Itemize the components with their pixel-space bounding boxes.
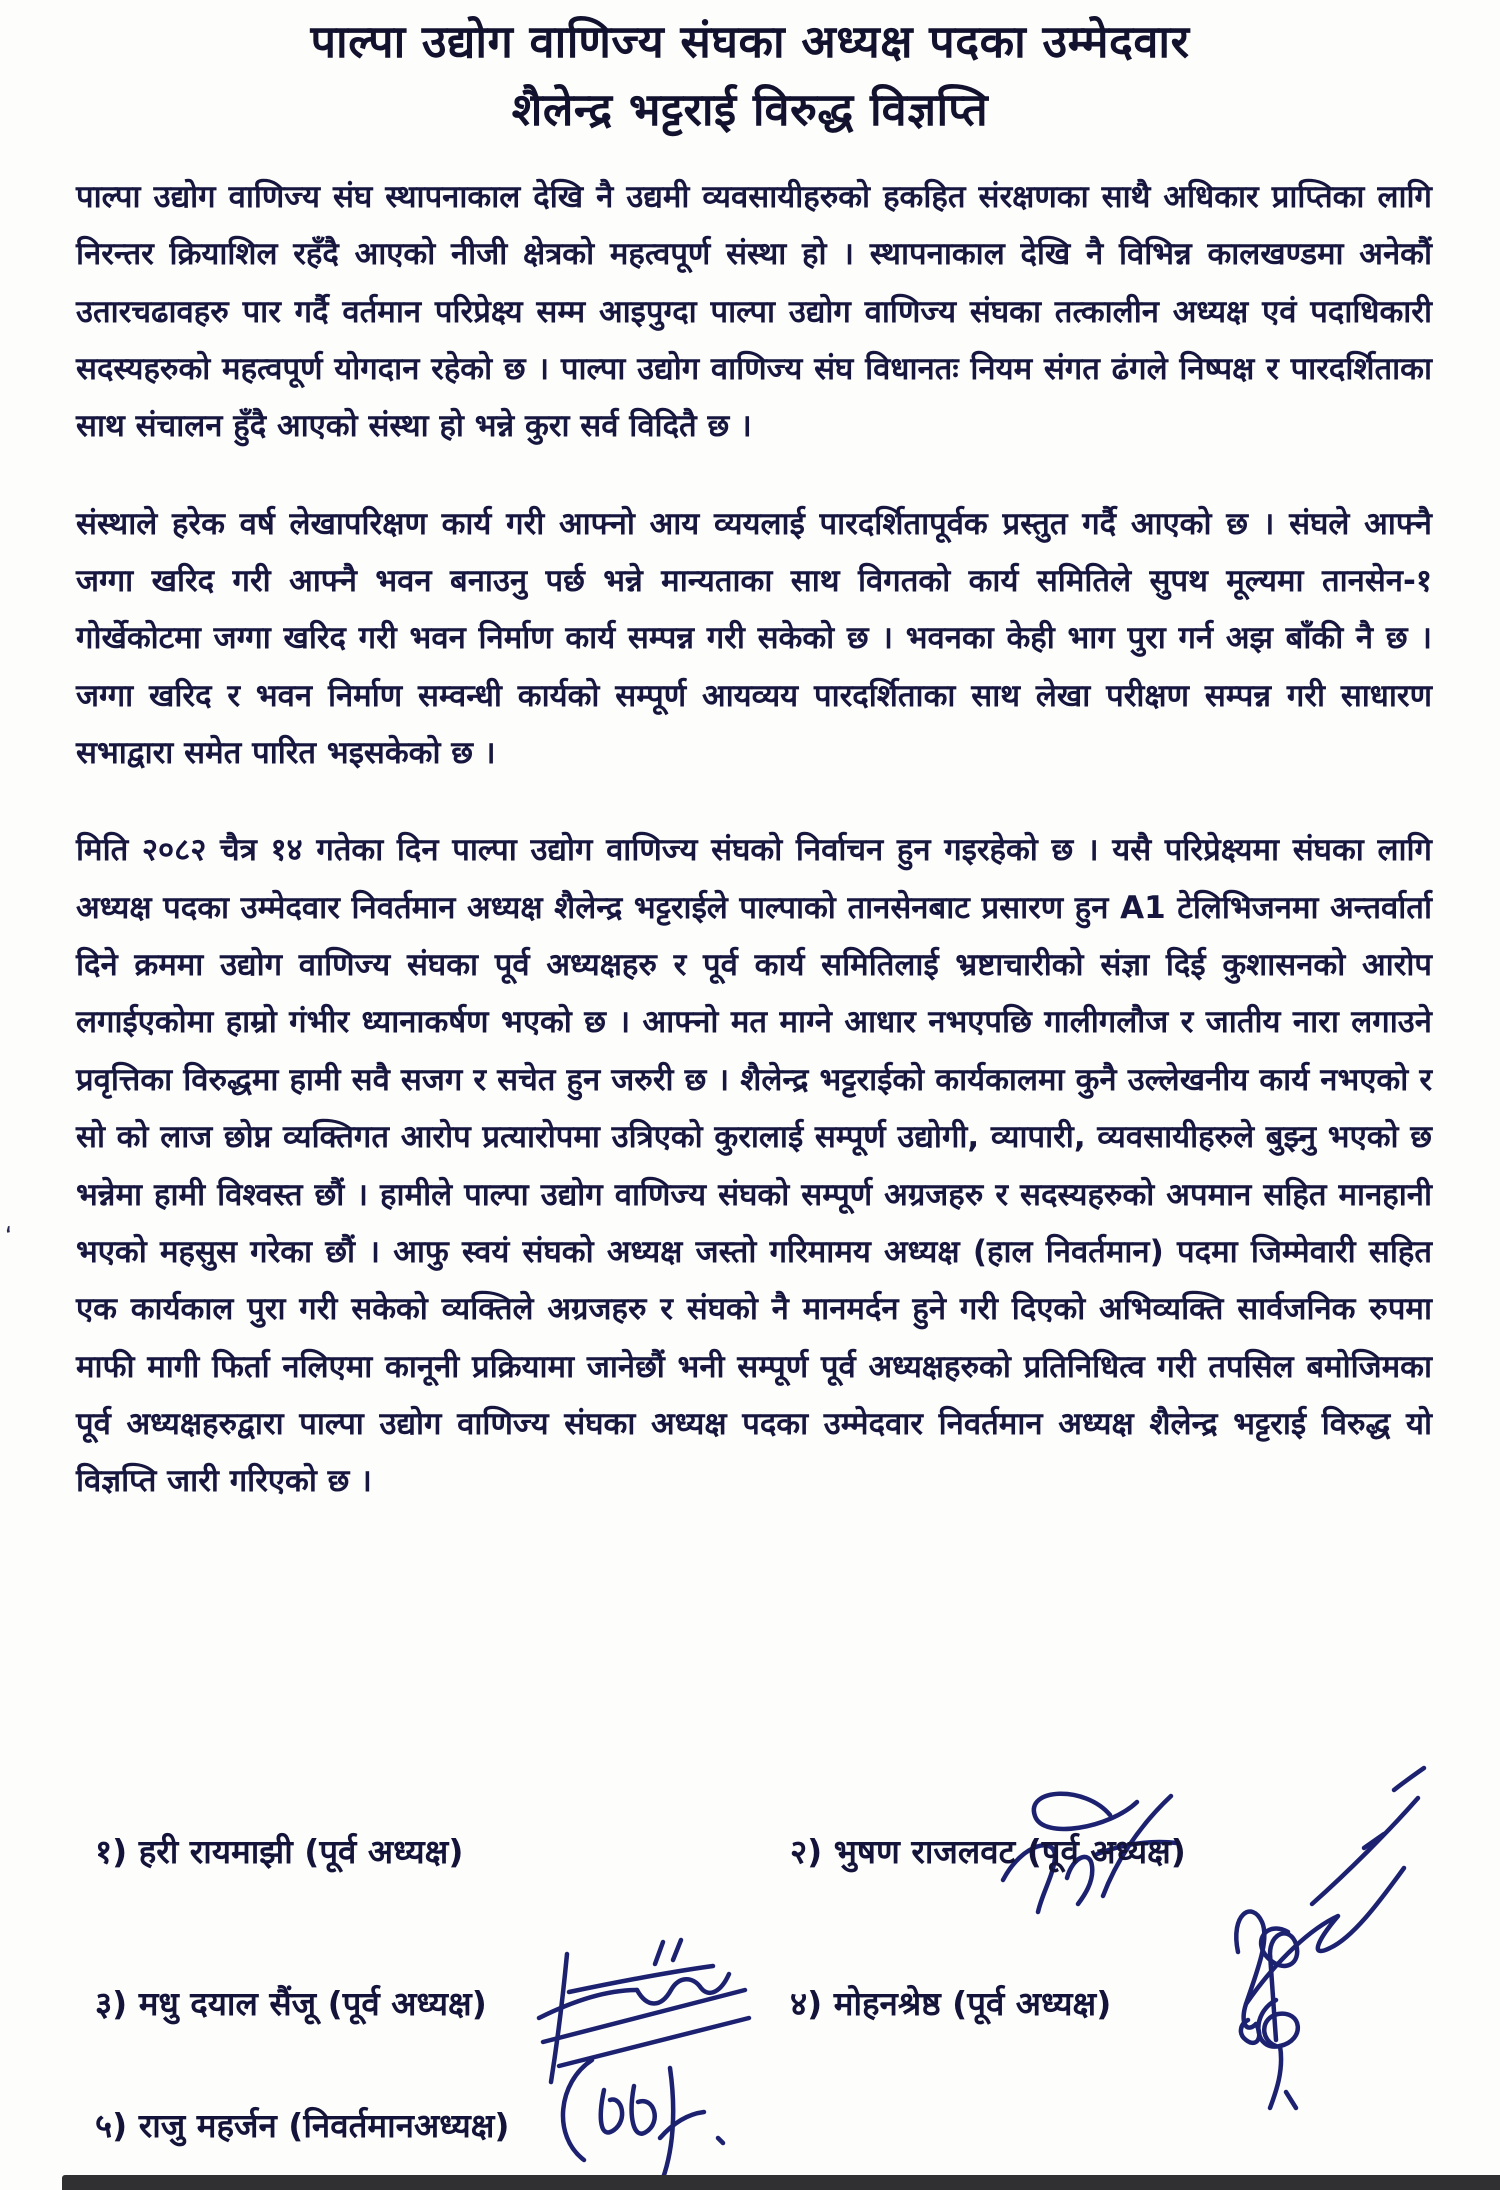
signatory-2-label: २) भुषण राजलवट (पूर्व अध्यक्ष) [790, 1832, 1186, 1871]
document-body [0, 143, 1500, 1511]
signature-4-mark [1222, 1916, 1357, 2126]
document-title [0, 0, 1500, 143]
stray-scan-mark: ‘ [2, 1221, 18, 1253]
title-line-1: पाल्पा उद्योग वाणिज्य संघका अध्यक्ष पदका उम्मेदवार [310, 15, 1190, 68]
signature-5-mark [528, 2042, 753, 2190]
paragraph-1: पाल्पा उद्योग वाणिज्य संघ स्थापनाकाल देखि नै उद्यमी व्यवसायीहरुको हकहित संरक्षणका साथै अधिकार प्राप्तिका लागि निरन्तर क्रियाशिल रहँदै आएको नीजी क्षेत्रको महत्वपूर्ण संस्था हो । स्थापनाकाल देखि नै विभिन्न कालखण्डमा अनेकौं उतारचढावहरु पार गर्दै वर्तमान परिप्रेक्ष्य सम्म आइपुग्दा पाल्पा उद्योग वाणिज्य संघका तत्कालीन अध्यक्ष एवं पदाधिकारी सदस्यहरुको महत्वपूर्ण योगदान रहेको छ । पाल्पा उद्योग वाणिज्य संघ विधानतः नियम संगत ढंगले निष्पक्ष र पारदर्शिताका साथ संचालन हुँदै आएको संस्था हो भन्ने कुरा सर्व विदितै छ । [76, 179, 1432, 445]
signatory-1-label: १) हरी रायमाझी (पूर्व अध्यक्ष) [95, 1832, 464, 1871]
signatory-3-label: ३) मधु दयाल सैंजू (पूर्व अध्यक्ष) [95, 1984, 487, 2023]
signature-section [0, 1758, 1500, 2190]
signatory-4-label: ४) मोहनश्रेष्ठ (पूर्व अध्यक्ष) [790, 1984, 1112, 2023]
signatory-5-label: ५) राजु महर्जन (निवर्तमानअध्यक्ष) [95, 2106, 510, 2145]
scan-edge-artifact [62, 2175, 1500, 2190]
paragraph-3: मिति २०८२ चैत्र १४ गतेका दिन पाल्पा उद्योग वाणिज्य संघको निर्वाचन हुन गइरहेको छ । यसै परिप्रेक्ष्यमा संघका लागि अध्यक्ष पदका उम्मेदवार निवर्तमान अध्यक्ष शैलेन्द्र भट्टराईले पाल्पाको तानसेनबाट प्रसारण हुन A1 टेलिभिजनमा अन्तर्वार्ता दिने क्रममा उद्योग वाणिज्य संघका पूर्व अध्यक्षहरु र पूर्व कार्य समितिलाई भ्रष्टाचारीको संज्ञा दिई कुशासनको आरोप लगाईएकोमा हाम्रो गंभीर ध्यानाकर्षण भएको छ । आफ्नो मत माग्ने आधार नभएपछि गालीगलौज र जातीय नारा लगाउने प्रवृत्तिका विरुद्धमा हामी सवै सजग र सचेत हुन जरुरी छ । शैलेन्द्र भट्टराईको कार्यकालमा कुनै उल्लेखनीय कार्य नभएको र सो को लाज छोप्न व्यक्तिगत आरोप प्रत्यारोपमा उत्रिएको कुरालाई सम्पूर्ण उद्योगी, व्यापारी, व्यवसायीहरुले बुझ्नु भएको छ भन्नेमा हामी विश्वस्त छौं । हामीले पाल्पा उद्योग वाणिज्य संघको सम्पूर्ण अग्रजहरु र सदस्यहरुको अपमान सहित मानहानी भएको महसुस गरेका छौं । आफु स्वयं संघको अध्यक्ष जस्तो गरिमामय अध्यक्ष (हाल निवर्तमान) पदमा जिम्मेवारी सहित एक कार्यकाल पुरा गरी सकेको व्यक्तिले अग्रजहरु र संघको नै मानमर्दन हुने गरी दिएको अभिव्यक्ति सार्वजनिक रुपमा माफी मागी फिर्ता नलिएमा कानूनी प्रक्रियामा जानेछौं भनी सम्पूर्ण पूर्व अध्यक्षहरुको प्रतिनिधित्व गरी तपसिल बमोजिमका पूर्व अध्यक्षहरुद्वारा पाल्पा उद्योग वाणिज्य संघका अध्यक्ष पदका उम्मेदवार निवर्तमान अध्यक्ष शैलेन्द्र भट्टराई विरुद्ध यो विज्ञप्ति जारी गरिएको छ । [76, 832, 1432, 1500]
title-line-2: शैलेन्द्र भट्टराई विरुद्ध विज्ञप्ति [511, 82, 989, 136]
paragraph-2: संस्थाले हरेक वर्ष लेखापरिक्षण कार्य गरी आफ्नो आय व्ययलाई पारदर्शितापूर्वक प्रस्तुत गर्दै आएको छ । संघले आफ्नै जग्गा खरिद गरी आफ्नै भवन बनाउनु पर्छ भन्ने मान्यताका साथ विगतको कार्य समितिले सुपथ मूल्यमा तानसेन-१ गोर्खेकोटमा जग्गा खरिद गरी भवन निर्माण कार्य सम्पन्न गरी सकेको छ । भवनका केही भाग पुरा गर्न अझ बाँकी नै छ । जग्गा खरिद र भवन निर्माण सम्वन्धी कार्यको सम्पूर्ण आयव्यय पारदर्शिताका साथ लेखा परीक्षण सम्पन्न गरी साधारण सभाद्वारा समेत पारित भइसकेको छ । [76, 505, 1432, 772]
